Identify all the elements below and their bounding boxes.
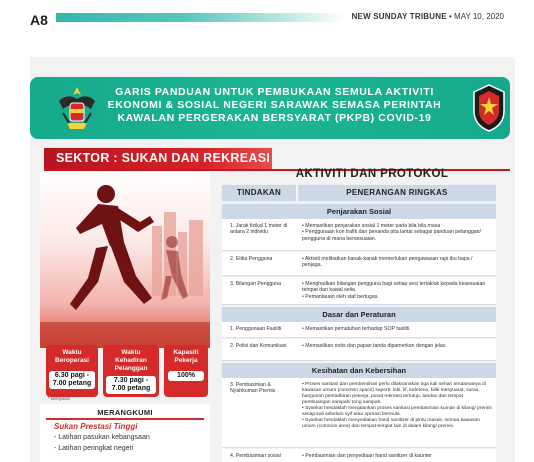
stat-card-customer-hours: [103, 345, 159, 397]
shield-logo-icon: [470, 83, 508, 133]
page-number: A8: [30, 12, 48, 28]
description-cell: • Pembasmian dan penyediaan hand sanitizer di kaunter: [302, 453, 432, 459]
action-cell: 1. Penggunaan Fasiliti: [230, 326, 282, 332]
stat-value: 6.30 pagi - 7.00 petang: [49, 371, 95, 389]
banner-title: GARIS PANDUAN UNTUK PEMBUKAAN SEMULA AKTIVITI EKONOMI & SOSIAL NEGERI SARAWAK SEMASA PERINTAH KAWALAN PERGERAKAN BERSYARAT (PKPB) COVID-19: [107, 86, 442, 124]
action-cell: 4. Pembasmian sosial: [230, 453, 281, 459]
publication-name: NEW SUNDAY TRIBUNE: [351, 12, 447, 21]
table-row: [222, 322, 496, 338]
section-header: Kesihatan dan Kebersihan: [222, 363, 496, 378]
page-header: [0, 0, 534, 40]
action-cell: 3. Bilangan Pengguna: [230, 281, 282, 287]
summary-item: - Latihan peringkat negeri: [54, 445, 134, 452]
table-row: [222, 339, 496, 361]
section-header: Penjarakan Sosial: [222, 204, 496, 219]
table-title: AKTIVITI DAN PROTOKOL: [295, 168, 449, 180]
stat-label-line: Kehadiran: [115, 357, 147, 364]
stat-label: [103, 349, 159, 373]
stat-label-line: Pekerja: [174, 357, 198, 364]
stat-label-line: Beroperasi: [55, 357, 89, 364]
description-cell: • Memastikan penjarakan sosial 1 meter pada bila bila masa • Penggunaan kon trafik dan penanda pita lantai sebagai panduan pelanggan/ pengguna di mana bersesuaian.: [302, 223, 481, 242]
sector-header: [44, 148, 272, 169]
summary-box: [40, 404, 210, 462]
sarawak-crest-icon: [55, 83, 99, 135]
description-cell: • Aktiviti melibatkan kanak-kanak memerlukan pengawasan rapi ibu bapa / penjaga.: [302, 256, 473, 269]
stat-card-staff-capacity: [164, 345, 208, 397]
description-cell: • Proses sanitasi dan pembersihan perlu dilaksanakan tiga kali sehari terutamanya di kawasan umum (common space) seperti: lobi, lif, kafeteria, bilik mesyuarat, surau, bangunan pentadbiran pekerja, pusat rekreasi tertutup, tandas dan tempat pembuangan sampah/ tong sampah. • Syarikat hendaklah menjalankan proses sanitasi pembasmian kuman di kilang/ premis setiap kali sebelum syif atau operasi bermula. • Syarikat hendaklah menyediakan hand sanitizer di pintu masuk, semua kawasan umum (common area) dan tempat-tempat lain di dalam kilang/ premis.: [302, 382, 492, 429]
description-cell: • Menghadkan bilangan pengguna bagi setiap sesi tertakluk kepada kesesuaian tempat dan kawal selia. • Pemantauan oleh staf bertugas.: [302, 281, 486, 300]
runner-illustration: [40, 172, 210, 348]
action-cell: 1. Jarak fizikal 1 meter di antara 2 individu: [230, 223, 288, 236]
stat-label: [46, 349, 98, 365]
table-row: [222, 219, 496, 251]
action-cell: 2. Polisi dan Komunikasi: [230, 343, 287, 349]
header-accent-bar: [56, 13, 346, 22]
runner-silhouette-icon: [40, 172, 210, 348]
title-banner: [30, 77, 510, 139]
sector-title: SEKTOR : SUKAN DAN REKREASI: [56, 151, 271, 165]
summary-item: - Latihan pasukan kebangsaan: [54, 434, 150, 441]
column-header-action: TINDAKAN: [222, 185, 296, 201]
masthead-separator: •: [448, 12, 452, 21]
table-row: [222, 449, 496, 462]
table-row: [222, 378, 496, 448]
stat-label-line: Pelanggan: [114, 365, 148, 372]
summary-divider: [46, 418, 204, 420]
summary-title: MERANGKUMI: [97, 408, 153, 417]
action-cell: 3. Pembasmian & Nyahkuman Premis: [230, 382, 276, 395]
table-row: [222, 252, 496, 276]
stat-card-operating-hours: [46, 345, 98, 397]
summary-subtitle: Sukan Prestasi Tinggi: [54, 422, 138, 431]
table-row: [222, 277, 496, 305]
description-cell: • Memastikan notis dan papan tanda dipamerkan dengan jelas: [302, 343, 446, 349]
stat-label-line: Kapasiti: [173, 349, 199, 356]
column-header-description: PENERANGAN RINGKAS: [298, 185, 496, 201]
stat-label-line: Waktu: [121, 349, 141, 356]
stat-value: 100%: [168, 371, 204, 381]
section-header: Dasar dan Peraturan: [222, 307, 496, 322]
publication-date: MAY 10, 2020: [454, 12, 504, 21]
stat-value: 7.30 pagi - 7.00 petang: [106, 376, 156, 394]
footnote: * bersyarat: [48, 396, 70, 401]
masthead: [352, 12, 504, 21]
stat-label-line: Waktu: [62, 349, 82, 356]
description-cell: • Memastikan pematuhan terhadap SOP fasiliti.: [302, 326, 411, 332]
action-cell: 2. Etika Pengguna: [230, 256, 273, 262]
stat-label: [164, 349, 208, 365]
